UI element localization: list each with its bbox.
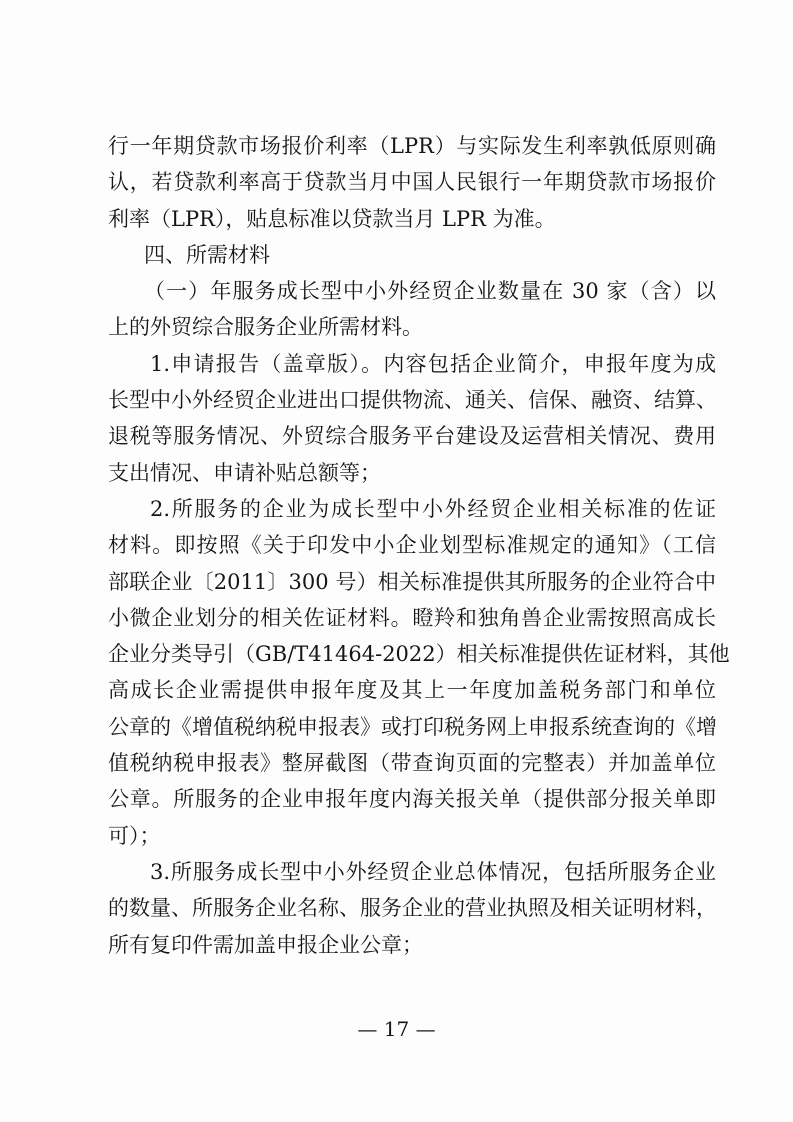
text-line: 长型中小外经贸企业进出口提供物流、通关、信保、融资、结算、 (108, 388, 717, 413)
text-line: 行一年期贷款市场报价利率（LPR）与实际发生利率孰低原则确 (108, 134, 716, 158)
text-line: 所有复印件需加盖申报企业公章； (108, 932, 423, 957)
page-number: — 17 — (357, 1017, 436, 1041)
text-line: 小微企业划分的相关佐证材料。瞪羚和独角兽企业需按照高成长 (108, 605, 716, 630)
text-line: 2.所服务的企业为成长型中小外经贸企业相关标准的佐证 (150, 496, 716, 521)
text-line: 利率（LPR），贴息标准以贷款当月 LPR 为准。 (108, 206, 556, 231)
text-line: 支出情况、申请补贴总额等； (108, 460, 381, 485)
text-line: （一）年服务成长型中小外经贸企业数量在 30 家（含）以 (144, 279, 716, 304)
text-line: 退税等服务情况、外贸综合服务平台建设及运营相关情况、费用 (108, 424, 716, 449)
text-line: 高成长企业需提供申报年度及其上一年度加盖税务部门和单位 (108, 678, 716, 703)
text-line: 的数量、所服务企业名称、服务企业的营业执照及相关证明材料， (108, 896, 717, 921)
body-text (108, 128, 730, 963)
text-line: 公章的《增值税纳税申报表》或打印税务网上申报系统查询的《增 (108, 714, 717, 739)
text-line: 可）； (108, 823, 161, 848)
text-line: 上的外贸综合服务企业所需材料。 (108, 315, 423, 340)
text-line: 企业分类导引（GB/T41464-2022）相关标准提供佐证材料，其他 (108, 642, 730, 667)
text-line: 公章。所服务的企业申报年度内海关报关单（提供部分报关单即 (108, 787, 716, 812)
text-line: 1.申请报告（盖章版）。内容包括企业简介，申报年度为成 (150, 351, 716, 376)
text-line: 值税纳税申报表》整屏截图（带查询页面的完整表）并加盖单位 (108, 751, 716, 776)
text-line: 3.所服务成长型中小外经贸企业总体情况，包括所服务企业 (150, 859, 716, 884)
text-line: 部联企业〔2011〕300 号）相关标准提供其所服务的企业符合中 (108, 569, 716, 594)
section-heading: 四、所需材料 (144, 242, 270, 267)
text-line: 认，若贷款利率高于贷款当月中国人民银行一年期贷款市场报价 (108, 170, 716, 195)
text-line: 材料。即按照《关于印发中小企业划型标准规定的通知》（工信 (108, 533, 716, 558)
